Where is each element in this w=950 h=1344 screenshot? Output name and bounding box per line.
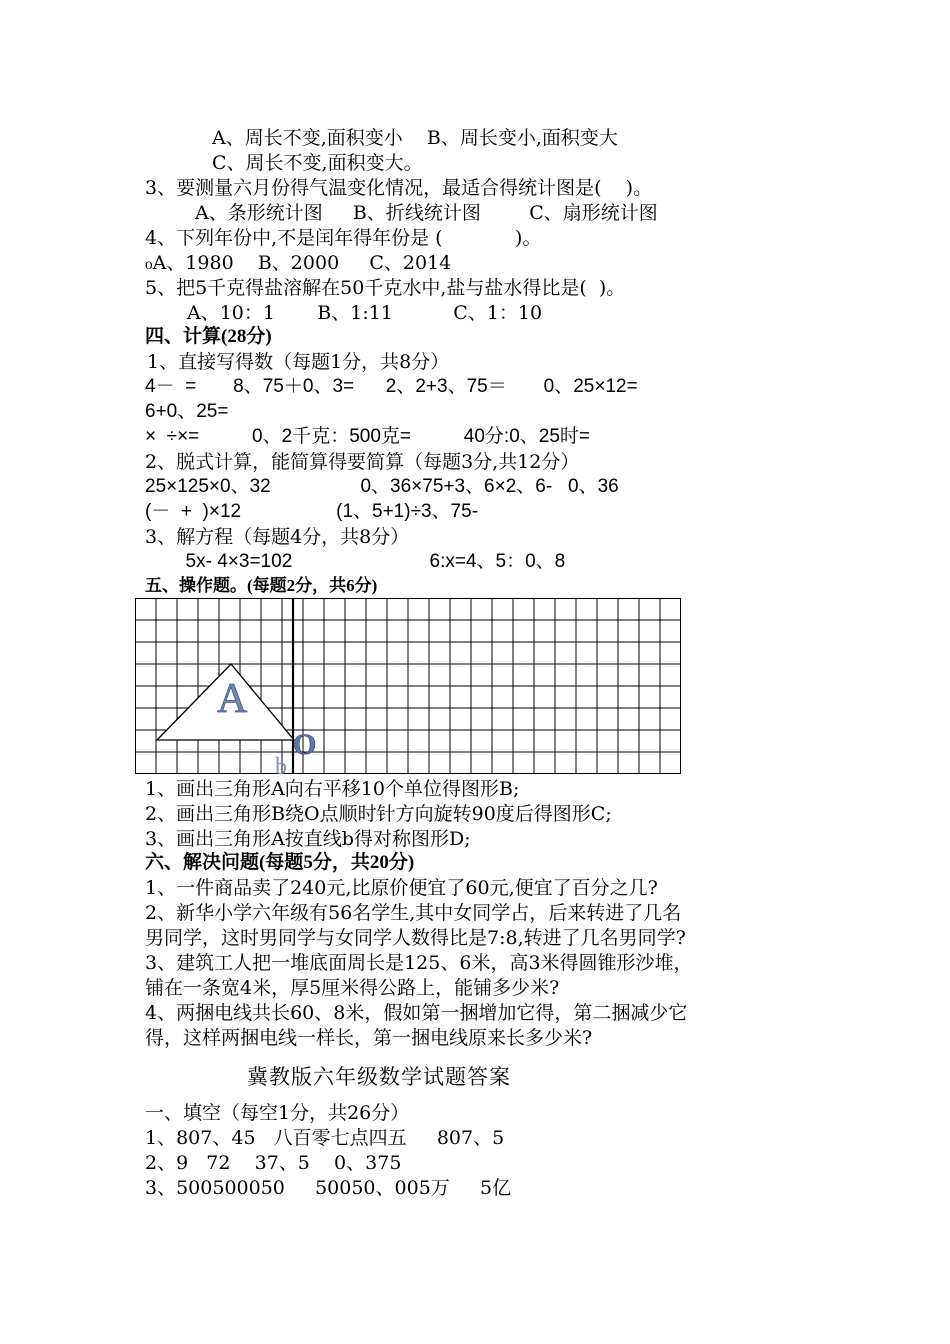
- section-6-question-1: 1、一件商品卖了240元,比原价便宜了60元,便宜了百分之几?: [145, 877, 658, 899]
- section-6-question-2-line1: 2、新华小学六年级有56名学生,其中女同学占，后来转进了几名: [145, 902, 682, 924]
- section-4-part2-row2: (－ + )×12 (1、5+1)÷3、75-: [145, 501, 479, 522]
- section-4-part1-row1: 4－ = 8、75＋0、3= 2、2+3、75＝ 0、25×12=: [145, 376, 638, 397]
- section-4-part3-title: 3、解方程（每题4分，共8分）: [145, 526, 410, 548]
- section-4-part2-title: 2、脱式计算，能简算得要简算（每题3分,共12分）: [145, 451, 580, 473]
- section-6-question-4-line1: 4、两捆电线共长60、8米，假如第一捆增加它得，第二捆减少它: [145, 1002, 688, 1024]
- section-4-part1-row2: 6+0、25=: [145, 401, 229, 422]
- section-6-question-4-line2: 得，这样两捆电线一样长，第一捆电线原来长多少米?: [145, 1027, 593, 1049]
- section-4-part2-row1: 25×125×0、32 0、36×75+3、6×2、6- 0、36: [145, 476, 619, 497]
- axis-label: b: [275, 754, 287, 774]
- section-4-part3-row1: 5x- 4×3=102 6:x=4、5：0、8: [175, 551, 566, 572]
- q2-options-line1: A、周长不变,面积变小 B、周长变小,面积变大: [212, 127, 618, 149]
- question-5: 5、把5千克得盐溶解在50千克水中,盐与盐水得比是( )。: [145, 277, 626, 299]
- answer-line-1: 1、807、45 八百零七点四五 807、5: [145, 1127, 505, 1149]
- answer-line-3: 3、500500050 50050、005万 5亿: [145, 1177, 512, 1199]
- section-6-question-2-line2: 男同学，这时男同学与女同学人数得比是7:8,转进了几名男同学?: [145, 927, 686, 949]
- question-5-options: A、10：1 B、1:11 C、1：10: [187, 302, 543, 324]
- question-3: 3、要测量六月份得气温变化情况，最适合得统计图是( )。: [145, 177, 653, 199]
- question-3-options: A、条形统计图 B、折线统计图 C、扇形统计图: [195, 202, 658, 224]
- section-4-heading: 四、计算(28分): [145, 326, 272, 347]
- triangle-label: A: [217, 676, 248, 722]
- section-5-heading: 五、操作题。(每题2分，共6分): [145, 576, 378, 595]
- operation-grid: [135, 598, 681, 774]
- section-6-heading: 六、解决问题(每题5分，共20分): [145, 852, 415, 873]
- section-6-question-3-line2: 铺在一条宽4米，厚5厘米得公路上，能铺多少米?: [145, 977, 560, 999]
- question-4: 4、下列年份中,不是闰年得年份是 ( )。: [145, 227, 542, 249]
- section-5-item3: 3、画出三角形A按直线b得对称图形D;: [145, 828, 471, 850]
- q2-options-line2: C、周长不变,面积变大。: [212, 152, 423, 174]
- question-4-options: ₀A、1980 B、2000 C、2014: [145, 252, 452, 274]
- section-6-question-3-line1: 3、建筑工人把一堆底面周长是125、6米，高3米得圆锥形沙堆，: [145, 952, 693, 974]
- answers-title: 冀教版六年级数学试题答案: [247, 1065, 511, 1089]
- answers-section-1-heading: 一、填空（每空1分，共26分）: [145, 1102, 410, 1124]
- answer-line-2: 2、9 72 37、5 0、375: [145, 1152, 402, 1174]
- section-4-part1-title: 1、直接写得数（每题1分，共8分）: [147, 351, 450, 373]
- section-4-part1-row3: × ÷×= 0、2千克：500克= 40分:0、25时=: [145, 426, 590, 447]
- section-5-item2: 2、画出三角形B绕O点顺时针方向旋转90度后得图形C;: [145, 803, 612, 825]
- section-5-item1: 1、画出三角形A向右平移10个单位得图形B;: [145, 778, 520, 800]
- point-label: O: [293, 728, 317, 761]
